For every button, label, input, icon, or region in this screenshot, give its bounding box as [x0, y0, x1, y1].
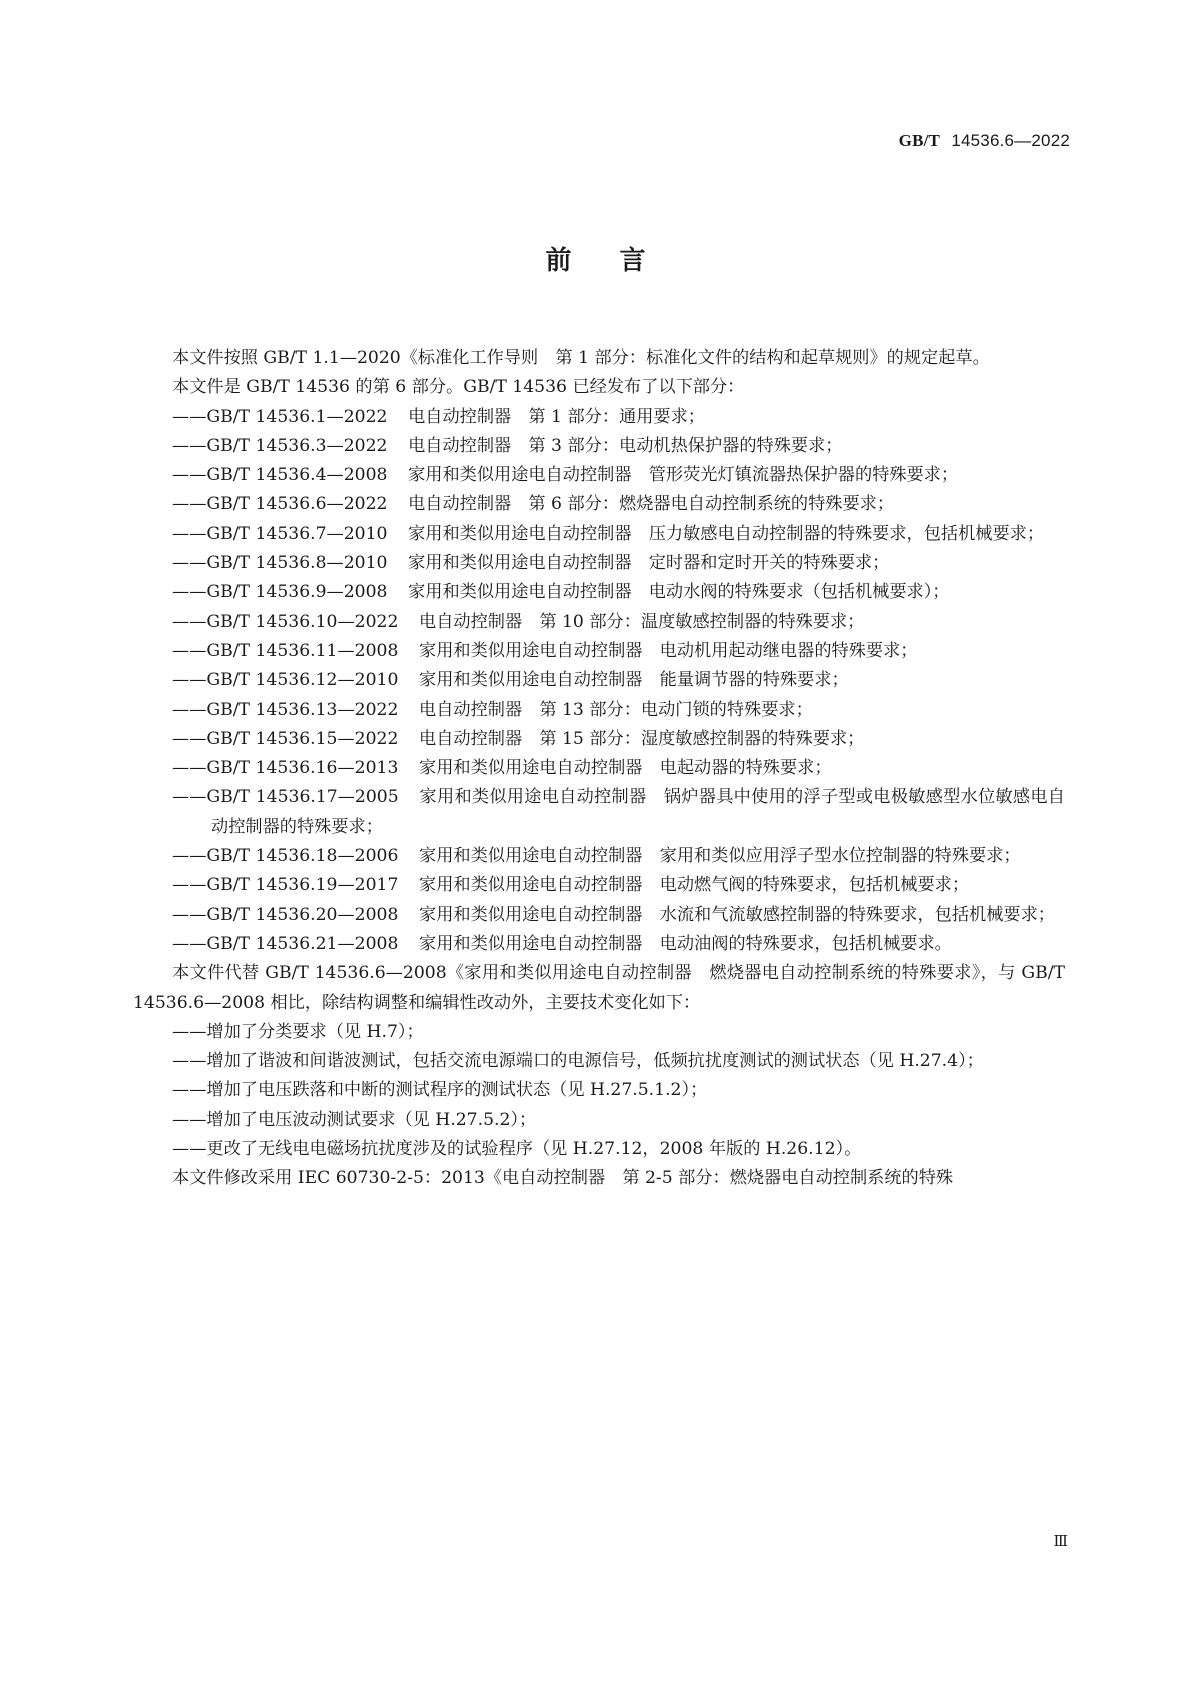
paragraph-replacement-note: 本文件代替 GB/T 14536.6—2008《家用和类似用途电自动控制器 燃烧器电自动控制系统的特殊要求》，与 GB/T 14536.6—2008 相比，除结构调整和编辑性改动外，主要技术变化如下： — [133, 963, 1065, 1013]
standard-number: 14536.6—2022 — [951, 131, 1070, 150]
list-item: ——GB/T 14536.10—2022 电自动控制器 第 10 部分：温度敏感控制器的特殊要求； — [172, 611, 865, 632]
standard-prefix: GB/T — [898, 131, 941, 150]
list-item: ——GB/T 14536.8—2010 家用和类似用途电自动控制器 定时器和定时开关的特殊要求； — [172, 553, 890, 574]
paragraph-iec-adoption: 本文件修改采用 IEC 60730-2-5：2013《电自动控制器 第 2-5 部分：燃烧器电自动控制系统的特殊 — [172, 1168, 954, 1189]
list-item: ——GB/T 14536.9—2008 家用和类似用途电自动控制器 电动水阀的特殊要求（包括机械要求）； — [172, 582, 950, 603]
list-item: ——GB/T 14536.12—2010 家用和类似用途电自动控制器 能量调节器的特殊要求； — [172, 670, 849, 691]
changes-list — [133, 1018, 1065, 1164]
list-item: ——GB/T 14536.11—2008 家用和类似用途电自动控制器 电动机用起动继电器的特殊要求； — [172, 640, 918, 661]
list-item: ——GB/T 14536.17—2005 家用和类似用途电自动控制器 锅炉器具中使用的浮子型或电极敏感型水位敏感电自动控制器的特殊要求； — [172, 787, 1065, 837]
paragraph-drafting-rules: 本文件按照 GB/T 1.1—2020《标准化工作导则 第 1 部分：标准化文件的结构和起草规则》的规定起草。 — [172, 348, 990, 368]
paragraph-series-intro: 本文件是 GB/T 14536 的第 6 部分。GB/T 14536 已经发布了以下部分： — [172, 377, 745, 398]
list-item: ——GB/T 14536.6—2022 电自动控制器 第 6 部分：燃烧器电自动控制系统的特殊要求； — [172, 494, 895, 515]
list-item: ——更改了无线电电磁场抗扰度涉及的试验程序（见 H.27.12，2008 年版的 H.26.12）。 — [172, 1139, 862, 1160]
standard-code-header — [899, 131, 1070, 151]
list-item: ——GB/T 14536.18—2006 家用和类似用途电自动控制器 家用和类似应用浮子型水位控制器的特殊要求； — [172, 846, 1021, 867]
list-item: ——GB/T 14536.15—2022 电自动控制器 第 15 部分：湿度敏感控制器的特殊要求； — [172, 728, 865, 749]
list-item: ——GB/T 14536.3—2022 电自动控制器 第 3 部分：电动机热保护器的特殊要求； — [172, 435, 843, 456]
list-item: ——GB/T 14536.19—2017 家用和类似用途电自动控制器 电动燃气阀的特殊要求，包括机械要求； — [172, 875, 970, 896]
page-number: Ⅲ — [1053, 1532, 1068, 1550]
list-item: ——GB/T 14536.21—2008 家用和类似用途电自动控制器 电动油阀的特殊要求，包括机械要求。 — [172, 933, 952, 954]
list-item: ——GB/T 14536.7—2010 家用和类似用途电自动控制器 压力敏感电自动控制器的特殊要求，包括机械要求； — [172, 523, 1045, 544]
list-item: ——GB/T 14536.1—2022 电自动控制器 第 1 部分：通用要求； — [172, 406, 705, 427]
list-item: ——GB/T 14536.16—2013 家用和类似用途电自动控制器 电起动器的特殊要求； — [172, 758, 832, 779]
document-body — [133, 344, 1065, 1194]
list-item: ——增加了谐波和间谐波测试，包括交流电源端口的电源信号，低频抗扰度测试的测试状态（见 H.27.4）； — [172, 1051, 984, 1072]
page-title: 前言 — [545, 246, 694, 276]
list-item: ——GB/T 14536.4—2008 家用和类似用途电自动控制器 管形荧光灯镇流器热保护器的特殊要求； — [172, 465, 959, 486]
list-item: ——GB/T 14536.13—2022 电自动控制器 第 13 部分：电动门锁的特殊要求； — [172, 699, 813, 720]
list-item: ——增加了分类要求（见 H.7）； — [172, 1021, 424, 1042]
parts-list — [133, 403, 1065, 960]
list-item: ——增加了电压跌落和中断的测试程序的测试状态（见 H.27.5.1.2）； — [172, 1080, 708, 1101]
list-item: ——增加了电压波动测试要求（见 H.27.5.2）； — [172, 1109, 537, 1130]
list-item: ——GB/T 14536.20—2008 家用和类似用途电自动控制器 水流和气流敏感控制器的特殊要求，包括机械要求； — [172, 904, 1055, 925]
